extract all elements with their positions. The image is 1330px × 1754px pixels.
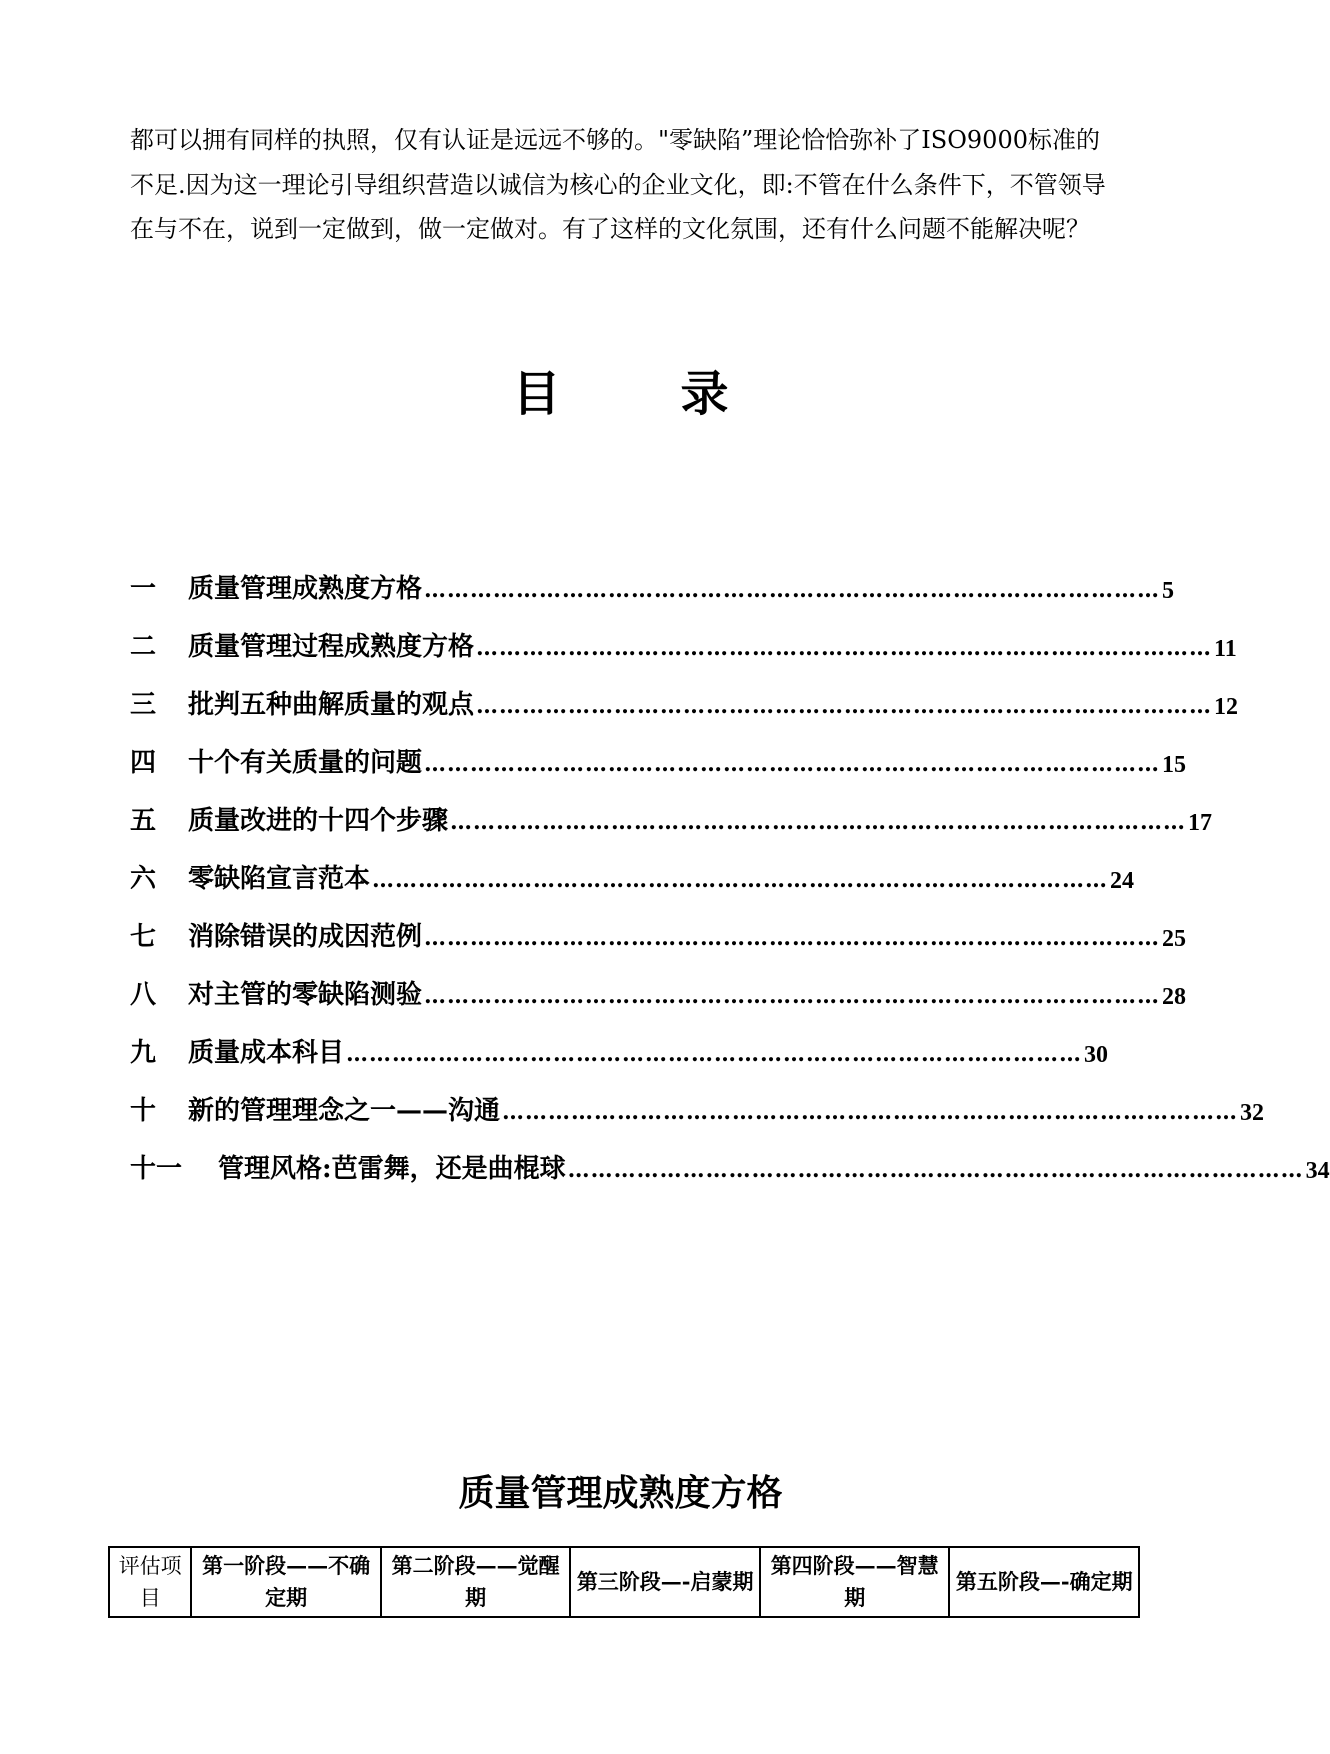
toc-entry-page: 5 bbox=[1162, 578, 1175, 604]
table-header-row bbox=[109, 1547, 1139, 1617]
table-header-cell bbox=[760, 1547, 950, 1617]
toc-entry-label: 十个有关质量的问题 bbox=[188, 748, 423, 778]
header-stage-4: 第四阶段——智慧期 bbox=[770, 1553, 939, 1610]
toc-entry-number: 二 bbox=[130, 632, 157, 662]
header-stage-3: 第三阶段—-启蒙期 bbox=[576, 1569, 754, 1594]
toc-entry-label: 质量改进的十四个步骤 bbox=[188, 806, 449, 836]
toc-entry-number: 七 bbox=[130, 922, 157, 952]
toc-leader-dots: …………………………………………………………………………………… bbox=[450, 809, 1187, 835]
header-stage-5: 第五阶段—-确定期 bbox=[955, 1569, 1133, 1594]
toc-entry-number: 四 bbox=[130, 748, 157, 778]
toc-leader-dots: …………………………………………………………………………………… bbox=[502, 1099, 1239, 1125]
toc-entry-page: 24 bbox=[1110, 868, 1135, 894]
toc-entry[interactable] bbox=[130, 797, 1213, 837]
toc-title-char-2: 录 bbox=[680, 366, 729, 422]
toc-leader-dots: …………………………………………………………………………………… bbox=[476, 693, 1213, 719]
toc-leader-dots: …………………………………………………………………………………… bbox=[567, 1157, 1304, 1183]
table-header-cell bbox=[191, 1547, 381, 1617]
header-stage-1: 第一阶段——不确定期 bbox=[202, 1553, 371, 1610]
toc-entry-number: 十一 bbox=[130, 1154, 183, 1184]
toc-entry-page: 25 bbox=[1162, 926, 1187, 952]
toc-entry[interactable] bbox=[130, 1087, 1265, 1127]
toc-entry-page: 11 bbox=[1214, 636, 1237, 662]
toc-entry-number: 三 bbox=[130, 690, 157, 720]
toc-entry-label: 质量成本科目 bbox=[188, 1038, 345, 1068]
toc-entry-label: 消除错误的成因范例 bbox=[188, 922, 423, 952]
toc-entry-page: 32 bbox=[1240, 1100, 1265, 1126]
grid-title: 质量管理成熟度方格 bbox=[458, 1473, 783, 1514]
toc-entry-number: 六 bbox=[130, 864, 157, 894]
toc-entry-label: 零缺陷宣言范本 bbox=[188, 864, 371, 894]
toc-leader-dots: …………………………………………………………………………………… bbox=[346, 1041, 1083, 1067]
toc-entry[interactable] bbox=[130, 1029, 1109, 1069]
table-header-cell bbox=[109, 1547, 191, 1617]
toc-leader-dots: …………………………………………………………………………………… bbox=[476, 635, 1213, 661]
toc-leader-dots: …………………………………………………………………………………… bbox=[424, 925, 1161, 951]
toc-entry-page: 34 bbox=[1305, 1158, 1330, 1184]
toc-entry-label: 对主管的零缺陷测验 bbox=[188, 980, 423, 1010]
toc-entry-number: 一 bbox=[130, 574, 157, 604]
toc-entry-label: 管理风格:芭雷舞，还是曲棍球 bbox=[218, 1154, 566, 1184]
table-header-cell bbox=[381, 1547, 571, 1617]
toc-entry[interactable] bbox=[130, 565, 1175, 605]
toc-title bbox=[0, 364, 1241, 424]
maturity-grid-table bbox=[108, 1546, 1140, 1618]
table-header-cell bbox=[949, 1547, 1139, 1617]
toc-entry-page: 28 bbox=[1162, 984, 1187, 1010]
toc-entry-number: 十 bbox=[130, 1096, 157, 1126]
toc-entry-label: 质量管理过程成熟度方格 bbox=[188, 632, 475, 662]
toc-entry[interactable] bbox=[130, 1145, 1330, 1185]
toc-entry-number: 九 bbox=[130, 1038, 157, 1068]
toc-entry-page: 12 bbox=[1214, 694, 1239, 720]
toc-entry[interactable] bbox=[130, 855, 1135, 895]
toc-leader-dots: …………………………………………………………………………………… bbox=[424, 751, 1161, 777]
toc-entry-number: 五 bbox=[130, 806, 157, 836]
table-header-cell bbox=[570, 1547, 760, 1617]
toc-entry-page: 15 bbox=[1162, 752, 1187, 778]
header-assessment-item: 评估项目 bbox=[118, 1554, 182, 1610]
intro-paragraph: 都可以拥有同样的执照，仅有认证是远远不够的。"零缺陷”理论恰恰弥补了ISO9000标准的不足.因为这一理论引导组织营造以诚信为核心的企业文化，即:不管在什么条件下，不管领导在与不在，说到一定做到，做一定做对。有了这样的文化氛围，还有什么问题不能解决呢？ bbox=[130, 126, 1106, 243]
toc-entry[interactable] bbox=[130, 681, 1239, 721]
toc-entry-label: 新的管理理念之一——沟通 bbox=[188, 1096, 501, 1126]
toc-entry-number: 八 bbox=[130, 980, 157, 1010]
toc-leader-dots: …………………………………………………………………………………… bbox=[424, 983, 1161, 1009]
toc-entry[interactable] bbox=[130, 913, 1187, 953]
toc-entry-label: 批判五种曲解质量的观点 bbox=[188, 690, 475, 720]
toc-leader-dots: …………………………………………………………………………………… bbox=[424, 577, 1161, 603]
toc-leader-dots: …………………………………………………………………………………… bbox=[372, 867, 1109, 893]
header-stage-2: 第二阶段——觉醒期 bbox=[391, 1553, 560, 1610]
toc-entry-page: 30 bbox=[1084, 1042, 1109, 1068]
toc-entry[interactable] bbox=[130, 623, 1237, 663]
toc-entry[interactable] bbox=[130, 739, 1187, 779]
toc-title-char-1: 目 bbox=[512, 366, 561, 422]
toc-entry-label: 质量管理成熟度方格 bbox=[188, 574, 423, 604]
toc-entry[interactable] bbox=[130, 971, 1187, 1011]
toc-entry-page: 17 bbox=[1188, 810, 1213, 836]
